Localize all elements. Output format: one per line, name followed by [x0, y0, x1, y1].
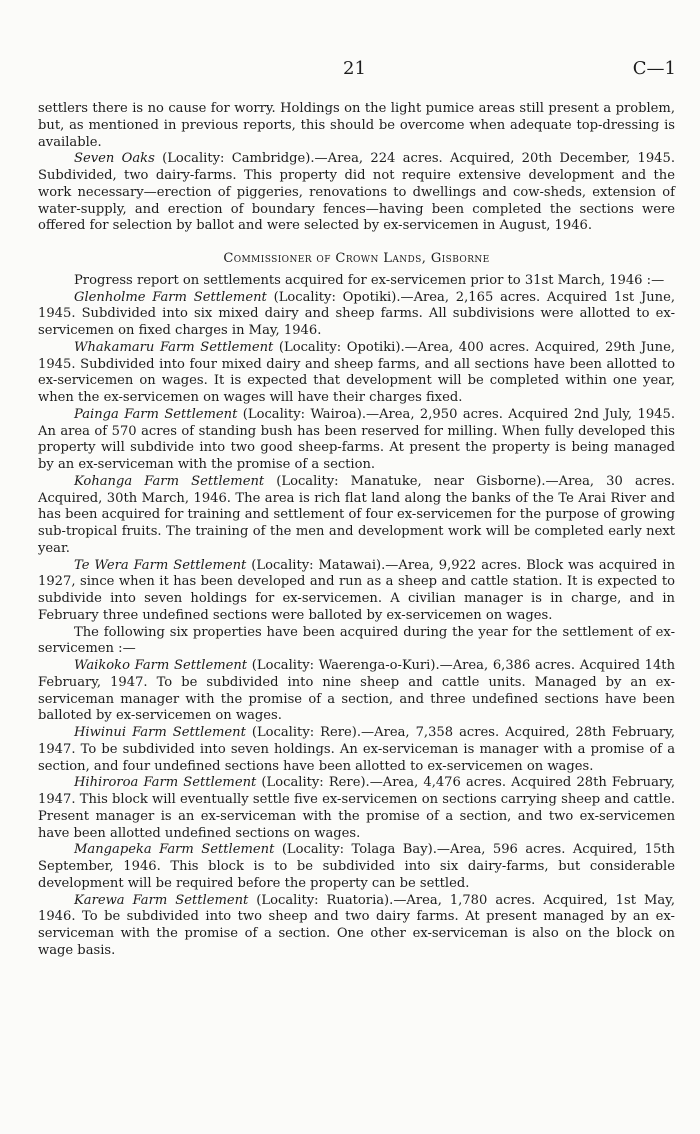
progress-intro: Progress report on settlements acquired for ex-servicemen prior to 31st March, 1946 :—	[74, 272, 665, 288]
intro-continuation: settlers there is no cause for worry. Holdings on the light pumice areas still present a problem, but, as mentioned in previous reports, this should be overcome when adequate top-dressing is available.	[38, 101, 675, 150]
settlement-title: Whakamaru Farm Settlement	[74, 339, 274, 355]
settlement-text: (Locality: Wairoa).—Area, 2,950 acres. Acquired 2nd July, 1945. An area of 570 acres of standing bush has been reserved for milling. When fully developed this property will subdivide into two good sheep-farms. At present the property is being managed by an ex-serviceman with the promise of a section.	[38, 406, 675, 472]
settlement-paragraph	[38, 340, 675, 407]
document-code: C—1	[632, 58, 676, 79]
settlement-title: Glenholme Farm Settlement	[74, 289, 267, 305]
settlement-paragraph	[38, 558, 675, 625]
settlement-title: Hihiroroa Farm Settlement	[74, 775, 257, 791]
settlement-text: (Locality: Opotiki).—Area, 400 acres. Acquired, 29th June, 1945. Subdivided into four mixed dairy and sheep farms, and all sections have been allotted to ex-servicemen on wages. It is expected that development will be completed within one year, when the ex-servicemen on wages will have their charges fixed.	[38, 339, 675, 405]
settlement-text: (Locality: Rere).—Area, 7,358 acres. Acquired, 28th February, 1947. To be subdivided into seven holdings. An ex-serviceman is manager with a promise of a section, and four undefined sections have been allotted to ex-servicemen on wages.	[38, 725, 675, 774]
settlement-paragraph	[38, 842, 675, 892]
settlement-title: Te Wera Farm Settlement	[74, 557, 247, 573]
section-heading: Commissioner of Crown Lands, Gisborne	[223, 251, 490, 266]
settlement-text: (Locality: Manatuke, near Gisborne).—Area, 30 acres. Acquired, 30th March, 1946. The area is rich flat land along the banks of the Te Arai River and has been acquired for training and settlement of four ex-servicemen for the purpose of growing sub-tropical fruits. The training of the men and development work will be completed early next year.	[38, 473, 676, 556]
settlement-paragraph	[38, 893, 675, 960]
settlement-text: (Locality: Ruatoria).—Area, 1,780 acres. Acquired, 1st May, 1946. To be subdivided into two sheep and two dairy farms. At present managed by an ex-serviceman with the promise of a section. One other ex-serviceman is also on the block on wage basis.	[38, 892, 675, 958]
year-intro: The following six properties have been acquired during the year for the settlement of ex-servicemen :—	[38, 624, 675, 657]
settlement-paragraph	[38, 474, 675, 558]
settlement-title: Kohanga Farm Settlement	[74, 473, 265, 489]
seven-oaks-title: Seven Oaks	[74, 151, 155, 167]
settlement-paragraph	[38, 658, 675, 725]
settlement-text: (Locality: Rere).—Area, 4,476 acres. Acquired 28th February, 1947. This block will eventually settle five ex-servicemen on sections carrying sheep and cattle. Present manager is an ex-serviceman with the promise of a section, and two ex-servicemen have been allotted undefined sections on wages.	[38, 775, 676, 841]
settlement-title: Karewa Farm Settlement	[74, 892, 249, 908]
settlement-paragraph	[38, 775, 675, 842]
settlement-text: (Locality: Tolaga Bay).—Area, 596 acres. Acquired, 15th September, 1946. This block is to be subdivided into six dairy-farms, but considerable development will be required before the property can be settled.	[38, 842, 675, 891]
settlement-title: Waikoko Farm Settlement	[74, 658, 248, 673]
settlement-text: (Locality: Matawai).—Area, 9,922 acres. Block was acquired in 1927, since when it has been developed and run as a sheep and cattle station. It is expected to subdivide into seven holdings for ex-servicemen. A civilian manager is in charge, and in February three undefined sections were balloted by ex-servicemen on wages.	[38, 557, 675, 623]
settlement-paragraph	[38, 407, 675, 474]
seven-oaks-text: (Locality: Cambridge).—Area, 224 acres. Acquired, 20th December, 1945. Subdivided, two dairy-farms. This property did not require extensive development and the work necessary—erection of piggeries, renovations to dwellings and cow-sheds, extension of water-supply, and erection of boundary fences—having been completed the sections were offered for selection by ballot and were selected by ex-servicemen in August, 1946.	[38, 151, 676, 234]
settlement-paragraph	[38, 725, 675, 775]
settlement-title: Painga Farm Settlement	[74, 406, 238, 422]
settlement-title: Hiwinui Farm Settlement	[74, 725, 246, 740]
settlement-paragraph	[38, 290, 675, 340]
settlement-title: Mangapeka Farm Settlement	[74, 842, 275, 858]
page-header	[0, 58, 700, 84]
seven-oaks-paragraph	[38, 151, 675, 235]
settlement-text: (Locality: Waerenga-o-Kuri).—Area, 6,386 acres. Acquired 14th February, 1947. To be subdivided into nine sheep and cattle units. Managed by an ex-serviceman manager with the promise of a section, and three undefined sections have been balloted by ex-servicemen on wages.	[38, 658, 676, 724]
page-number: 21	[343, 58, 366, 79]
settlement-text: (Locality: Opotiki).—Area, 2,165 acres. Acquired 1st June, 1945. Subdivided into six mixed dairy and sheep farms. All subdivisions were allotted to ex-servicemen on fixed charges in May, 1946.	[38, 289, 675, 338]
body-text	[38, 101, 675, 960]
